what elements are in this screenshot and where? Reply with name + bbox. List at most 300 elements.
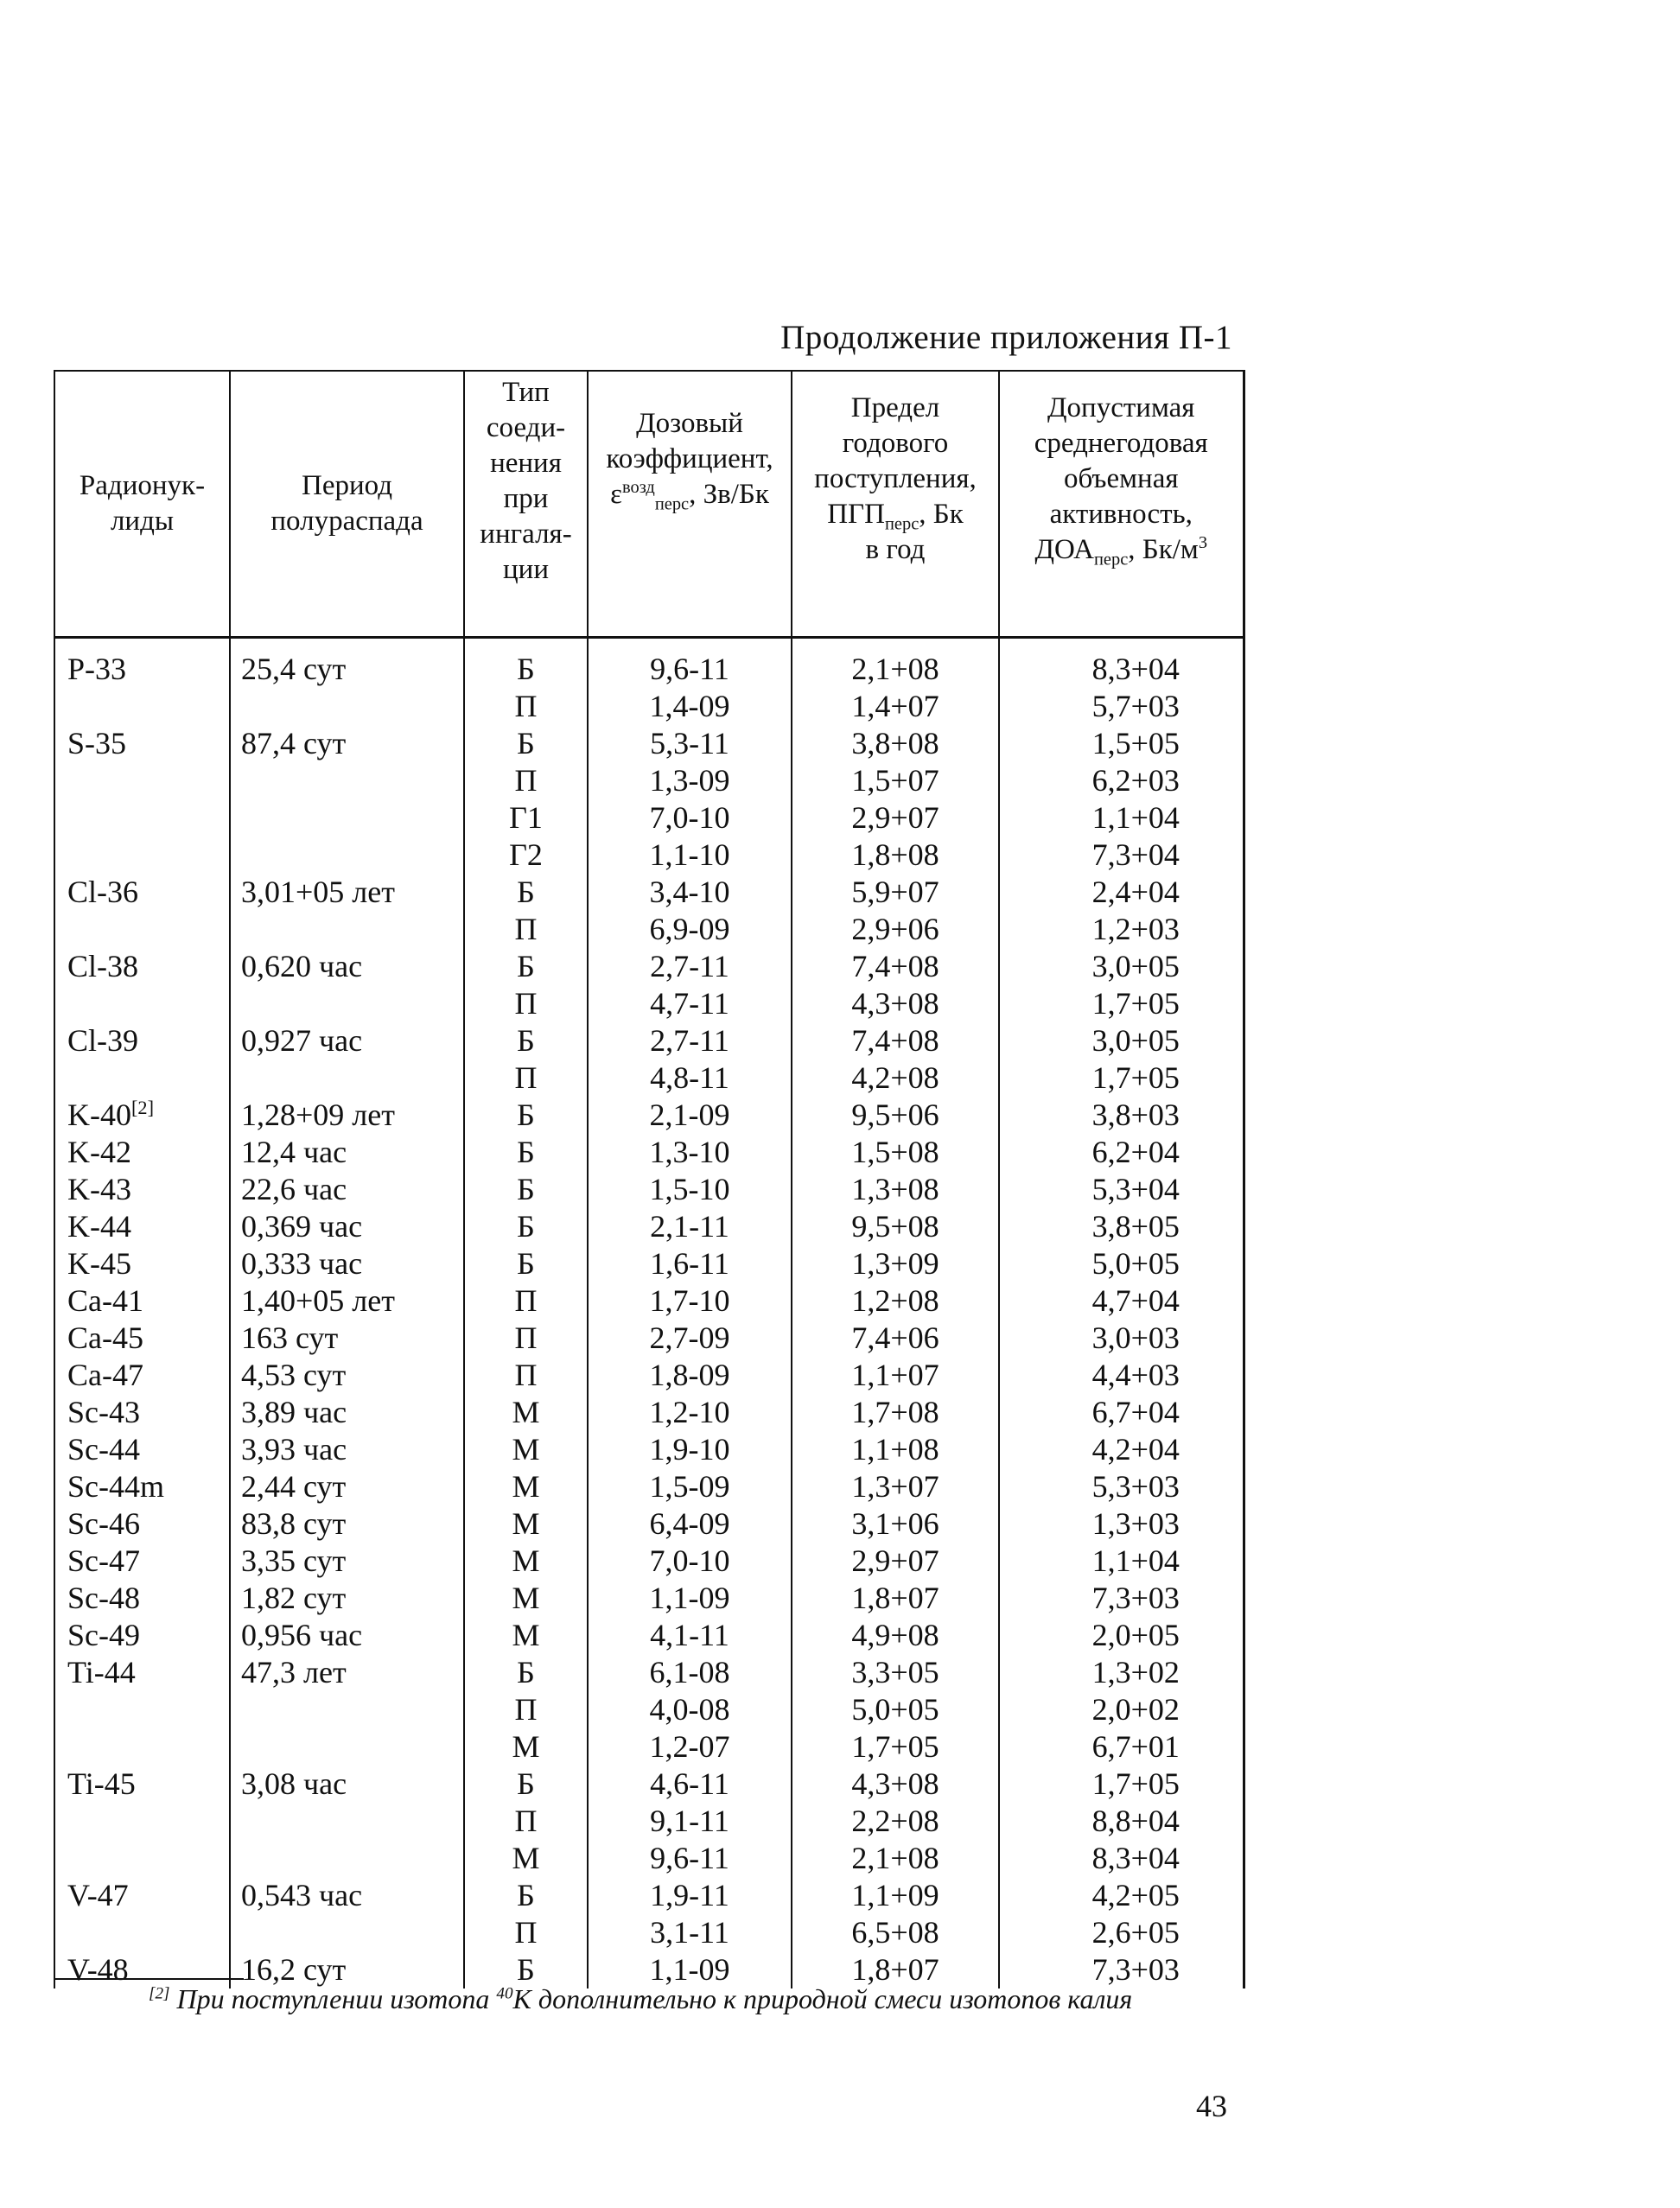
cell-type — [464, 1320, 588, 1357]
table-row — [54, 762, 1244, 799]
cell-activity-text: 1,7+05 — [1091, 986, 1180, 1021]
cell-dose-coefficient — [588, 1468, 792, 1505]
cell-dose-coefficient-text: 4,0-08 — [649, 1692, 730, 1727]
cell-dose-coefficient — [588, 1059, 792, 1097]
cell-type — [464, 985, 588, 1022]
cell-type — [464, 1282, 588, 1320]
cell-intake-limit — [792, 1580, 999, 1617]
cell-half-life-text: 0,369 час — [241, 1209, 363, 1244]
cell-half-life-text: 0,956 час — [241, 1618, 363, 1652]
cell-type-text: П — [514, 1358, 538, 1392]
cell-half-life-text: 163 сут — [241, 1320, 339, 1355]
cell-activity — [999, 1803, 1244, 1840]
cell-intake-limit-text: 2,1+08 — [851, 1841, 939, 1875]
header-type-line-3: при — [503, 483, 549, 514]
cell-nuclide — [54, 1022, 230, 1059]
cell-dose-coefficient — [588, 985, 792, 1022]
header-type-line-0: Тип — [502, 377, 550, 408]
cell-dose-coefficient-text: 1,1-10 — [649, 837, 730, 872]
table-row — [54, 1914, 1244, 1951]
cell-intake-limit — [792, 1914, 999, 1951]
table-row — [54, 1245, 1244, 1282]
cell-nuclide-text: Sc-48 — [67, 1581, 140, 1615]
cell-type-text: М — [512, 1618, 540, 1652]
cell-type-text: Б — [517, 1209, 535, 1244]
cell-dose-coefficient-text: 1,3-10 — [649, 1135, 730, 1169]
table-row — [54, 688, 1244, 725]
cell-intake-limit-text: 1,7+08 — [851, 1395, 939, 1429]
cell-dose-coefficient-text: 2,1-11 — [650, 1209, 729, 1244]
cell-half-life — [230, 948, 464, 985]
cell-intake-limit-text: 1,1+08 — [851, 1432, 939, 1467]
cell-nuclide — [54, 1171, 230, 1208]
cell-type-text: П — [514, 1320, 538, 1355]
cell-intake-limit — [792, 1877, 999, 1914]
cell-half-life-text: 22,6 час — [241, 1172, 347, 1206]
cell-half-life — [230, 985, 464, 1022]
cell-nuclide-text: P-33 — [67, 652, 127, 686]
footnote-isotope-sup: 40 — [496, 1984, 513, 2003]
cell-intake-limit-text: 2,9+07 — [851, 800, 939, 835]
cell-type — [464, 799, 588, 837]
cell-dose-coefficient-text: 1,2-07 — [649, 1729, 730, 1764]
cell-intake-limit-text: 1,3+07 — [851, 1469, 939, 1504]
cell-nuclide — [54, 799, 230, 837]
table-row — [54, 874, 1244, 911]
cell-half-life-text: 47,3 лет — [241, 1655, 347, 1689]
cell-intake-limit — [792, 1766, 999, 1803]
cell-type — [464, 1245, 588, 1282]
cell-half-life — [230, 1431, 464, 1468]
cell-activity — [999, 688, 1244, 725]
cell-intake-limit — [792, 1505, 999, 1543]
table-row — [54, 1394, 1244, 1431]
cell-intake-limit — [792, 1803, 999, 1840]
cell-dose-coefficient — [588, 1357, 792, 1394]
cell-nuclide — [54, 911, 230, 948]
cell-half-life — [230, 1320, 464, 1357]
cell-intake-limit-text: 3,8+08 — [851, 726, 939, 760]
cell-half-life-text: 87,4 сут — [241, 726, 347, 760]
cell-intake-limit-text: 1,7+05 — [851, 1729, 939, 1764]
cell-activity — [999, 911, 1244, 948]
cell-dose-coefficient — [588, 1394, 792, 1431]
cell-dose-coefficient-text: 2,1-09 — [649, 1098, 730, 1132]
cell-intake-limit-text: 1,4+07 — [851, 689, 939, 723]
cell-activity-text: 1,7+05 — [1091, 1766, 1180, 1801]
cell-type-text: М — [512, 1469, 540, 1504]
cell-dose-coefficient — [588, 1022, 792, 1059]
cell-intake-limit — [792, 762, 999, 799]
cell-dose-coefficient-text: 4,1-11 — [650, 1618, 729, 1652]
cell-intake-limit-text: 2,1+08 — [851, 652, 939, 686]
table-row — [54, 1728, 1244, 1766]
cell-activity-text: 6,2+04 — [1091, 1135, 1180, 1169]
header-activity-sub: перс — [1093, 550, 1129, 569]
cell-activity — [999, 1171, 1244, 1208]
cell-intake-limit-text: 1,5+08 — [851, 1135, 939, 1169]
cell-dose-coefficient — [588, 799, 792, 837]
cell-activity — [999, 985, 1244, 1022]
cell-half-life — [230, 1766, 464, 1803]
cell-half-life-text: 0,543 час — [241, 1878, 363, 1912]
cell-activity-text: 7,3+03 — [1091, 1952, 1180, 1987]
cell-dose-coefficient-text: 1,5-10 — [649, 1172, 730, 1206]
cell-dose-coefficient — [588, 1914, 792, 1951]
cell-type — [464, 1505, 588, 1543]
cell-activity — [999, 1914, 1244, 1951]
cell-type-text: П — [514, 912, 538, 946]
cell-activity-text: 3,0+03 — [1091, 1320, 1180, 1355]
cell-half-life-text: 1,28+09 лет — [241, 1098, 395, 1132]
cell-nuclide — [54, 1245, 230, 1282]
cell-nuclide — [54, 1468, 230, 1505]
cell-nuclide-text: Cl-36 — [67, 875, 139, 909]
cell-nuclide-text: Ti-44 — [67, 1655, 136, 1689]
cell-half-life — [230, 1914, 464, 1951]
cell-nuclide — [54, 1691, 230, 1728]
table-row — [54, 1357, 1244, 1394]
cell-nuclide-text: Ti-45 — [67, 1766, 136, 1801]
header-limit-unit: , Бк — [919, 499, 964, 530]
cell-type-text: Б — [517, 1878, 535, 1912]
cell-activity-text: 7,3+03 — [1091, 1581, 1180, 1615]
cell-type — [464, 1468, 588, 1505]
cell-intake-limit-text: 1,8+07 — [851, 1952, 939, 1987]
cell-intake-limit — [792, 1059, 999, 1097]
cell-type — [464, 1766, 588, 1803]
cell-type — [464, 1022, 588, 1059]
table-row — [54, 1691, 1244, 1728]
cell-activity-text: 5,7+03 — [1091, 689, 1180, 723]
cell-type — [464, 911, 588, 948]
cell-activity-text: 5,3+03 — [1091, 1469, 1180, 1504]
cell-intake-limit-text: 1,3+08 — [851, 1172, 939, 1206]
footnote-text-before: При поступлении изотопа — [176, 1983, 497, 2014]
cell-nuclide — [54, 1766, 230, 1803]
cell-dose-coefficient-text: 1,2-10 — [649, 1395, 730, 1429]
cell-intake-limit-text: 4,3+08 — [851, 986, 939, 1021]
header-type-line-4: ингаля- — [480, 519, 572, 550]
cell-type — [464, 725, 588, 762]
cell-nuclide — [54, 1431, 230, 1468]
table-row — [54, 911, 1244, 948]
cell-nuclide — [54, 1282, 230, 1320]
cell-activity-text: 1,1+04 — [1091, 800, 1180, 835]
radionuclide-table — [54, 370, 1245, 1988]
cell-intake-limit-text: 3,3+05 — [851, 1655, 939, 1689]
header-activity-sup: 3 — [1198, 533, 1208, 552]
cell-dose-coefficient-text: 1,9-10 — [649, 1432, 730, 1467]
cell-activity — [999, 1654, 1244, 1691]
table-row — [54, 1282, 1244, 1320]
footnote-reference: [2] — [131, 1097, 155, 1118]
cell-activity-text: 6,7+01 — [1091, 1729, 1180, 1764]
cell-type-text: Б — [517, 1952, 535, 1987]
cell-half-life-text: 3,08 час — [241, 1766, 347, 1801]
cell-nuclide-text: Cl-39 — [67, 1023, 139, 1058]
cell-type-text: П — [514, 1804, 538, 1838]
cell-activity — [999, 638, 1244, 689]
cell-activity — [999, 1245, 1244, 1282]
table-row — [54, 799, 1244, 837]
cell-activity — [999, 1617, 1244, 1654]
cell-half-life — [230, 1617, 464, 1654]
header-half-life: Период полураспада — [230, 371, 464, 638]
cell-activity — [999, 1097, 1244, 1134]
footnote-marker: [2] — [149, 1984, 170, 2003]
table-row — [54, 1171, 1244, 1208]
cell-nuclide-text: K-42 — [67, 1135, 131, 1169]
cell-dose-coefficient — [588, 1208, 792, 1245]
cell-half-life-text: 83,8 сут — [241, 1506, 347, 1541]
table-row — [54, 1059, 1244, 1097]
cell-nuclide — [54, 725, 230, 762]
header-limit-line5: в год — [865, 534, 926, 565]
cell-dose-coefficient — [588, 1654, 792, 1691]
cell-half-life — [230, 1282, 464, 1320]
cell-intake-limit-text: 4,2+08 — [851, 1060, 939, 1095]
cell-type-text: М — [512, 1543, 540, 1578]
cell-nuclide — [54, 1877, 230, 1914]
cell-dose-coefficient-text: 1,1-09 — [649, 1952, 730, 1987]
cell-intake-limit — [792, 1394, 999, 1431]
cell-dose-coefficient-text: 1,9-11 — [650, 1878, 729, 1912]
cell-intake-limit-text: 3,1+06 — [851, 1506, 939, 1541]
cell-dose-coefficient-text: 4,6-11 — [650, 1766, 729, 1801]
footnote-text-after: K дополнительно к природной смеси изотопов калия — [512, 1983, 1133, 2014]
cell-nuclide-text: V-47 — [67, 1878, 129, 1912]
cell-activity — [999, 1877, 1244, 1914]
header-dose-coefficient — [588, 371, 792, 638]
cell-half-life — [230, 688, 464, 725]
cell-activity — [999, 1394, 1244, 1431]
cell-dose-coefficient-text: 3,1-11 — [650, 1915, 729, 1950]
cell-dose-coefficient — [588, 688, 792, 725]
cell-activity — [999, 1728, 1244, 1766]
cell-half-life — [230, 638, 464, 689]
cell-intake-limit — [792, 911, 999, 948]
cell-type — [464, 638, 588, 689]
cell-type — [464, 1654, 588, 1691]
cell-activity — [999, 874, 1244, 911]
cell-half-life — [230, 1580, 464, 1617]
cell-intake-limit-text: 4,3+08 — [851, 1766, 939, 1801]
cell-nuclide — [54, 1543, 230, 1580]
cell-nuclide — [54, 837, 230, 874]
cell-nuclide-text: Sc-49 — [67, 1618, 140, 1652]
cell-dose-coefficient — [588, 1134, 792, 1171]
cell-type-text: Б — [517, 1023, 535, 1058]
cell-half-life — [230, 1840, 464, 1877]
cell-type — [464, 1357, 588, 1394]
cell-type-text: Б — [517, 726, 535, 760]
cell-activity — [999, 762, 1244, 799]
cell-intake-limit-text: 2,2+08 — [851, 1804, 939, 1838]
table-row — [54, 1505, 1244, 1543]
cell-activity-text: 8,3+04 — [1091, 652, 1180, 686]
cell-type — [464, 1134, 588, 1171]
cell-activity-text: 3,0+05 — [1091, 949, 1180, 983]
cell-intake-limit-text: 9,5+06 — [851, 1098, 939, 1132]
cell-half-life — [230, 1394, 464, 1431]
cell-intake-limit-text: 7,4+08 — [851, 949, 939, 983]
cell-half-life — [230, 799, 464, 837]
cell-half-life — [230, 1171, 464, 1208]
cell-intake-limit — [792, 1171, 999, 1208]
cell-activity — [999, 1320, 1244, 1357]
header-dose-epsilon: ε — [610, 479, 622, 510]
cell-intake-limit — [792, 1691, 999, 1728]
cell-intake-limit — [792, 1728, 999, 1766]
header-nuclide: Радионук-лиды — [54, 371, 230, 638]
cell-activity — [999, 725, 1244, 762]
cell-nuclide — [54, 1840, 230, 1877]
cell-activity — [999, 837, 1244, 874]
cell-activity — [999, 1134, 1244, 1171]
header-activity-line4: активность, — [1049, 499, 1193, 530]
cell-activity — [999, 1505, 1244, 1543]
cell-type-text: Б — [517, 1766, 535, 1801]
table-row — [54, 1877, 1244, 1914]
cell-type — [464, 1431, 588, 1468]
cell-half-life — [230, 1245, 464, 1282]
table-row — [54, 1097, 1244, 1134]
cell-nuclide-text: K-40 — [67, 1098, 131, 1132]
radionuclide-table-container — [54, 370, 1243, 1988]
cell-dose-coefficient — [588, 1803, 792, 1840]
cell-intake-limit — [792, 1282, 999, 1320]
page-number: 43 — [1196, 2089, 1227, 2123]
cell-half-life-text: 3,01+05 лет — [241, 875, 395, 909]
cell-type-text: П — [514, 689, 538, 723]
cell-dose-coefficient-text: 1,7-10 — [649, 1283, 730, 1318]
cell-dose-coefficient — [588, 1282, 792, 1320]
cell-dose-coefficient — [588, 1877, 792, 1914]
cell-nuclide — [54, 638, 230, 689]
header-limit-line1: Предел — [850, 392, 940, 423]
cell-intake-limit-text: 1,2+08 — [851, 1283, 939, 1318]
cell-nuclide — [54, 1914, 230, 1951]
table-row — [54, 725, 1244, 762]
cell-nuclide-text: Ca-45 — [67, 1320, 143, 1355]
cell-intake-limit — [792, 1022, 999, 1059]
header-activity-abbr: ДОА — [1034, 534, 1094, 565]
cell-activity-text: 4,4+03 — [1091, 1358, 1180, 1392]
cell-type — [464, 1617, 588, 1654]
cell-half-life-text: 1,82 сут — [241, 1581, 347, 1615]
cell-half-life — [230, 1097, 464, 1134]
cell-dose-coefficient-text: 9,6-11 — [650, 652, 729, 686]
cell-type — [464, 1059, 588, 1097]
cell-intake-limit-text: 1,5+07 — [851, 763, 939, 798]
header-type-line-1: соеди- — [486, 412, 566, 443]
header-dose-line2: коэффициент, — [606, 443, 773, 474]
cell-nuclide-text: Cl-38 — [67, 949, 139, 983]
header-type-line-5: ции — [503, 554, 549, 585]
cell-type — [464, 1171, 588, 1208]
cell-intake-limit-text: 2,9+06 — [851, 912, 939, 946]
cell-intake-limit — [792, 874, 999, 911]
cell-intake-limit — [792, 1245, 999, 1282]
cell-type — [464, 948, 588, 985]
header-limit-line2: годового — [842, 428, 949, 459]
cell-activity-text: 4,7+04 — [1091, 1283, 1180, 1318]
cell-half-life-text: 3,35 сут — [241, 1543, 347, 1578]
table-row — [54, 1654, 1244, 1691]
cell-activity-text: 1,3+02 — [1091, 1655, 1180, 1689]
cell-half-life — [230, 1357, 464, 1394]
cell-dose-coefficient-text: 9,1-11 — [650, 1804, 729, 1838]
cell-intake-limit — [792, 837, 999, 874]
cell-activity — [999, 948, 1244, 985]
cell-half-life — [230, 874, 464, 911]
cell-nuclide — [54, 1654, 230, 1691]
cell-type-text: М — [512, 1841, 540, 1875]
cell-intake-limit — [792, 948, 999, 985]
footnote — [149, 1983, 1132, 2015]
table-header-row — [54, 371, 1244, 638]
header-limit-line3: поступления, — [814, 463, 977, 494]
cell-intake-limit — [792, 1357, 999, 1394]
table-row — [54, 1766, 1244, 1803]
cell-activity-text: 3,8+03 — [1091, 1098, 1180, 1132]
cell-activity — [999, 1543, 1244, 1580]
cell-intake-limit-text: 1,1+09 — [851, 1878, 939, 1912]
header-limit-sub: перс — [884, 514, 920, 534]
cell-intake-limit-text: 5,0+05 — [851, 1692, 939, 1727]
cell-intake-limit-text: 7,4+08 — [851, 1023, 939, 1058]
cell-activity — [999, 1766, 1244, 1803]
header-dose-line1: Дозовый — [636, 408, 743, 439]
table-row — [54, 1543, 1244, 1580]
cell-dose-coefficient-text: 1,3-09 — [649, 763, 730, 798]
cell-activity — [999, 1691, 1244, 1728]
cell-type-text: Б — [517, 1246, 535, 1281]
cell-dose-coefficient — [588, 874, 792, 911]
cell-type-text: М — [512, 1729, 540, 1764]
cell-dose-coefficient — [588, 837, 792, 874]
cell-dose-coefficient-text: 6,9-09 — [649, 912, 730, 946]
cell-dose-coefficient — [588, 1617, 792, 1654]
cell-nuclide — [54, 948, 230, 985]
cell-nuclide — [54, 1580, 230, 1617]
cell-dose-coefficient-text: 6,4-09 — [649, 1506, 730, 1541]
header-type-line-2: нения — [490, 448, 562, 479]
cell-half-life-text: 2,44 сут — [241, 1469, 347, 1504]
cell-nuclide — [54, 1208, 230, 1245]
cell-dose-coefficient-text: 9,6-11 — [650, 1841, 729, 1875]
cell-nuclide-text: Sc-47 — [67, 1543, 140, 1578]
table-caption: Продолжение приложения П-1 — [780, 319, 1232, 356]
cell-dose-coefficient — [588, 725, 792, 762]
cell-nuclide — [54, 1059, 230, 1097]
cell-dose-coefficient — [588, 1431, 792, 1468]
cell-activity-text: 3,0+05 — [1091, 1023, 1180, 1058]
cell-half-life-text: 3,93 час — [241, 1432, 347, 1467]
cell-type-text: П — [514, 986, 538, 1021]
cell-intake-limit-text: 6,5+08 — [851, 1915, 939, 1950]
table-row — [54, 1580, 1244, 1617]
cell-activity-text: 2,6+05 — [1091, 1915, 1180, 1950]
cell-type-text: П — [514, 1060, 538, 1095]
cell-dose-coefficient-text: 1,5-09 — [649, 1469, 730, 1504]
cell-half-life — [230, 762, 464, 799]
cell-intake-limit-text: 4,9+08 — [851, 1618, 939, 1652]
cell-activity-text: 6,2+03 — [1091, 763, 1180, 798]
cell-dose-coefficient-text: 2,7-11 — [650, 1023, 729, 1058]
table-row — [54, 1022, 1244, 1059]
